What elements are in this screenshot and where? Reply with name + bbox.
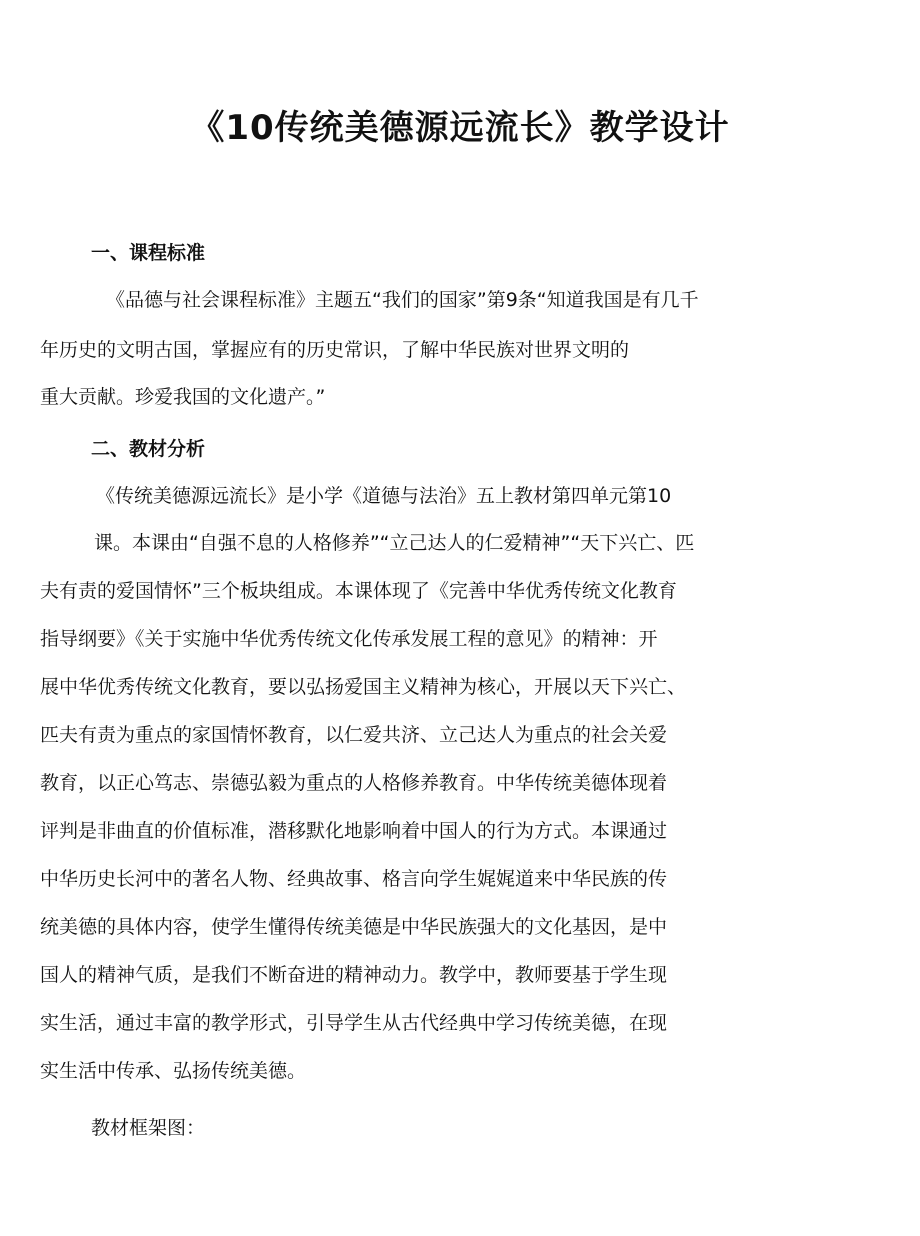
paragraph-line: 《传统美德源远流长》是小学《道德与法治》五上教材第四单元第10 [96, 485, 672, 507]
paragraph-line: 指导纲要》《关于实施中华优秀传统文化传承发展工程的意见》的精神：开 [40, 628, 658, 650]
paragraph-line: 年历史的文明古国，掌握应有的历史常识，了解中华民族对世界文明的 [40, 339, 630, 361]
paragraph-line: 国人的精神气质，是我们不断奋进的精神动力。教学中，教师要基于学生现 [40, 964, 668, 986]
paragraph-line: 评判是非曲直的价值标准，潜移默化地影响着中国人的行为方式。本课通过 [40, 820, 668, 842]
document-title: 《10传统美德源远流长》教学设计 [190, 108, 730, 148]
section-heading-textbook-analysis: 二、教材分析 [91, 438, 206, 460]
paragraph-line: 匹夫有责为重点的家国情怀教育，以仁爱共济、立己达人为重点的社会关爱 [40, 724, 668, 746]
paragraph-line: 实生活中传承、弘扬传统美德。 [40, 1060, 307, 1082]
paragraph-line: 展中华优秀传统文化教育，要以弘扬爱国主义精神为核心，开展以天下兴亡、 [40, 676, 687, 698]
paragraph-line: 《品德与社会课程标准》主题五“我们的国家”第9条“知道我国是有几千 [106, 289, 699, 311]
paragraph-line: 实生活，通过丰富的教学形式，引导学生从古代经典中学习传统美德，在现 [40, 1012, 668, 1034]
figure-caption: 教材框架图： [91, 1117, 206, 1139]
paragraph-line: 统美德的具体内容，使学生懂得传统美德是中华民族强大的文化基因，是中 [40, 916, 668, 938]
paragraph-line: 重大贡献。珍爱我国的文化遗产。” [40, 386, 326, 408]
paragraph-line: 课。本课由“自强不息的人格修养”“立己达人的仁爱精神”“天下兴亡、匹 [94, 532, 695, 554]
paragraph-line: 中华历史长河中的著名人物、经典故事、格言向学生娓娓道来中华民族的传 [40, 868, 668, 890]
paragraph-line: 夫有责的爱国情怀”三个板块组成。本课体现了《完善中华优秀传统文化教育 [40, 580, 677, 602]
paragraph-line: 教育，以正心笃志、崇德弘毅为重点的人格修养教育。中华传统美德体现着 [40, 772, 668, 794]
section-heading-curriculum-standard: 一、课程标准 [91, 242, 206, 264]
